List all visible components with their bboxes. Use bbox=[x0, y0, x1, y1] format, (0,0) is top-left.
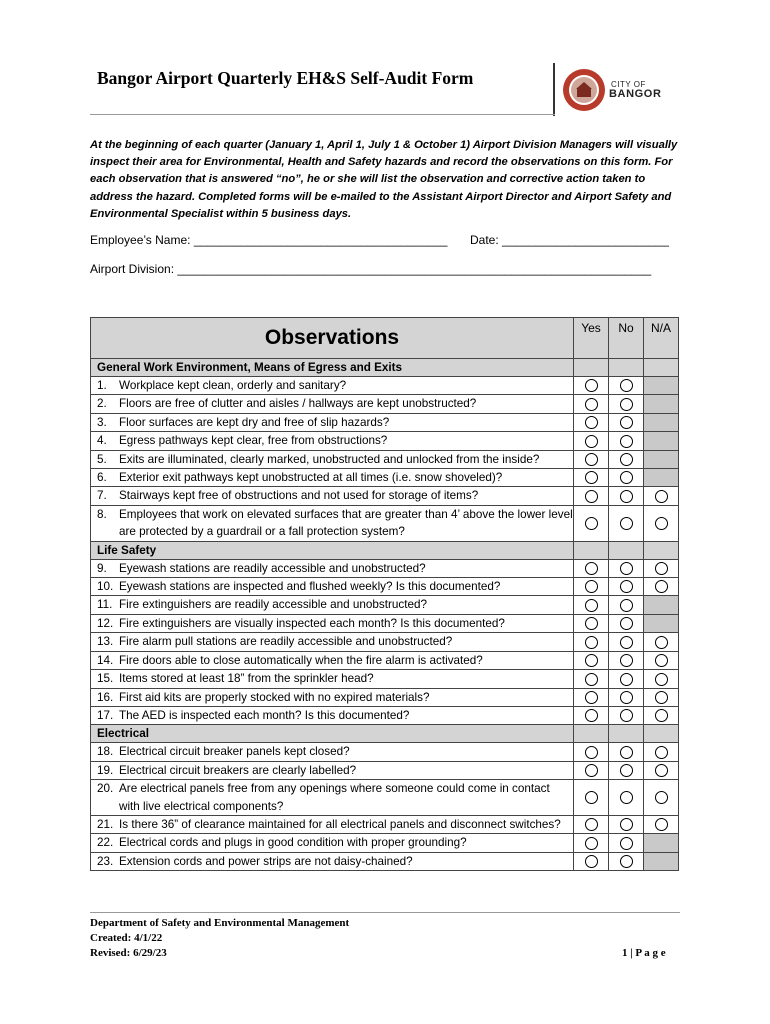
na-cell bbox=[644, 852, 679, 870]
no-radio[interactable] bbox=[620, 599, 633, 612]
question-text: First aid kits are properly stocked with no expired materials? bbox=[119, 690, 430, 704]
section-cell bbox=[609, 359, 644, 377]
no-column-header: No bbox=[609, 318, 644, 359]
yes-radio[interactable] bbox=[585, 580, 598, 593]
na-cell bbox=[644, 706, 679, 724]
yes-radio[interactable] bbox=[585, 490, 598, 503]
na-radio[interactable] bbox=[655, 818, 668, 831]
yes-cell bbox=[574, 633, 609, 651]
question-text: Electrical circuit breaker panels kept closed? bbox=[119, 745, 350, 759]
no-radio[interactable] bbox=[620, 654, 633, 667]
division-field[interactable]: Airport Division: _______________________________________________________________________ bbox=[90, 262, 652, 276]
no-radio[interactable] bbox=[620, 453, 633, 466]
section-row bbox=[91, 541, 679, 559]
na-radio[interactable] bbox=[655, 636, 668, 649]
no-cell bbox=[609, 761, 644, 779]
observation-question bbox=[91, 614, 574, 632]
yes-radio[interactable] bbox=[585, 691, 598, 704]
na-column-header: N/A bbox=[644, 318, 679, 359]
no-radio[interactable] bbox=[620, 435, 633, 448]
form-title: Bangor Airport Quarterly EH&S Self-Audit Form bbox=[97, 68, 474, 88]
question-text: Exterior exit pathways kept unobstructed at all times (i.e. snow shoveled)? bbox=[119, 471, 503, 485]
na-cell bbox=[644, 578, 679, 596]
na-cell bbox=[644, 559, 679, 577]
na-cell bbox=[644, 761, 679, 779]
observation-question bbox=[91, 743, 574, 761]
question-text: Employees that work on elevated surfaces that are greater than 4’ above the lower level are protected by a guardrail or a fall protection system? bbox=[119, 507, 573, 539]
question-number: 18. bbox=[97, 745, 114, 759]
question-number: 3. bbox=[97, 415, 107, 429]
no-radio[interactable] bbox=[620, 490, 633, 503]
no-radio[interactable] bbox=[620, 517, 633, 530]
question-number: 5. bbox=[97, 452, 107, 466]
no-radio[interactable] bbox=[620, 791, 633, 804]
yes-cell bbox=[574, 651, 609, 669]
yes-radio[interactable] bbox=[585, 453, 598, 466]
yes-cell bbox=[574, 377, 609, 395]
na-radio[interactable] bbox=[655, 709, 668, 722]
observation-question bbox=[91, 834, 574, 852]
no-radio[interactable] bbox=[620, 636, 633, 649]
no-radio[interactable] bbox=[620, 691, 633, 704]
question-number: 20. bbox=[97, 782, 114, 796]
question-number: 11. bbox=[97, 598, 113, 612]
na-cell bbox=[644, 688, 679, 706]
no-cell bbox=[609, 651, 644, 669]
observation-question bbox=[91, 469, 574, 487]
yes-cell bbox=[574, 395, 609, 413]
no-radio[interactable] bbox=[620, 617, 633, 630]
table-row bbox=[91, 432, 679, 450]
yes-radio[interactable] bbox=[585, 764, 598, 777]
na-cell bbox=[644, 395, 679, 413]
no-cell bbox=[609, 706, 644, 724]
question-text: Eyewash stations are readily accessible and unobstructed? bbox=[119, 561, 426, 575]
question-text: Electrical circuit breakers are clearly labelled? bbox=[119, 763, 357, 777]
observation-question bbox=[91, 450, 574, 468]
table-row bbox=[91, 578, 679, 596]
observations-table bbox=[90, 317, 679, 871]
table-row bbox=[91, 834, 679, 852]
na-cell bbox=[644, 487, 679, 505]
question-text: The AED is inspected each month? Is this documented? bbox=[119, 708, 410, 722]
no-cell bbox=[609, 505, 644, 541]
observation-question bbox=[91, 651, 574, 669]
no-cell bbox=[609, 743, 644, 761]
yes-radio[interactable] bbox=[585, 416, 598, 429]
question-text: Eyewash stations are inspected and flushed weekly? Is this documented? bbox=[119, 580, 501, 594]
table-row bbox=[91, 670, 679, 688]
table-row bbox=[91, 505, 679, 541]
header-rule bbox=[90, 114, 555, 115]
no-radio[interactable] bbox=[620, 818, 633, 831]
question-number: 6. bbox=[97, 471, 107, 485]
table-row bbox=[91, 413, 679, 431]
question-text: Floors are free of clutter and aisles / hallways are kept unobstructed? bbox=[119, 397, 477, 411]
na-cell bbox=[644, 614, 679, 632]
na-radio[interactable] bbox=[655, 791, 668, 804]
question-number: 17. bbox=[97, 708, 114, 722]
section-cell bbox=[574, 725, 609, 743]
date-field[interactable]: Date: _________________________ bbox=[470, 233, 669, 247]
na-cell bbox=[644, 432, 679, 450]
question-number: 7. bbox=[97, 489, 107, 503]
no-cell bbox=[609, 413, 644, 431]
section-title: General Work Environment, Means of Egress and Exits bbox=[91, 359, 574, 377]
yes-radio[interactable] bbox=[585, 471, 598, 484]
no-radio[interactable] bbox=[620, 580, 633, 593]
question-text: Items stored at least 18” from the sprinkler head? bbox=[119, 672, 374, 686]
no-radio[interactable] bbox=[620, 837, 633, 850]
observation-question bbox=[91, 670, 574, 688]
yes-radio[interactable] bbox=[585, 599, 598, 612]
question-text: Are electrical panels free from any openings where someone could come in contact with live electrical components? bbox=[119, 782, 550, 813]
section-cell bbox=[609, 725, 644, 743]
no-radio[interactable] bbox=[620, 398, 633, 411]
question-number: 2. bbox=[97, 397, 107, 411]
na-cell bbox=[644, 413, 679, 431]
na-cell bbox=[644, 651, 679, 669]
question-number: 8. bbox=[97, 507, 107, 521]
na-radio[interactable] bbox=[655, 764, 668, 777]
na-cell bbox=[644, 450, 679, 468]
no-cell bbox=[609, 780, 644, 816]
question-number: 10. bbox=[97, 580, 114, 594]
no-radio[interactable] bbox=[620, 746, 633, 759]
section-title: Life Safety bbox=[91, 541, 574, 559]
section-cell bbox=[644, 725, 679, 743]
no-cell bbox=[609, 614, 644, 632]
no-cell bbox=[609, 670, 644, 688]
no-cell bbox=[609, 578, 644, 596]
question-number: 15. bbox=[97, 672, 114, 686]
observation-question bbox=[91, 505, 574, 541]
table-row bbox=[91, 395, 679, 413]
yes-cell bbox=[574, 834, 609, 852]
na-radio[interactable] bbox=[655, 673, 668, 686]
yes-cell bbox=[574, 487, 609, 505]
yes-radio[interactable] bbox=[585, 636, 598, 649]
question-text: Egress pathways kept clear, free from obstructions? bbox=[119, 434, 388, 448]
yes-cell bbox=[574, 614, 609, 632]
observation-question bbox=[91, 487, 574, 505]
observation-question bbox=[91, 852, 574, 870]
table-row bbox=[91, 487, 679, 505]
yes-cell bbox=[574, 743, 609, 761]
yes-radio[interactable] bbox=[585, 435, 598, 448]
na-cell bbox=[644, 633, 679, 651]
table-row bbox=[91, 651, 679, 669]
yes-cell bbox=[574, 761, 609, 779]
no-radio[interactable] bbox=[620, 416, 633, 429]
no-cell bbox=[609, 487, 644, 505]
page-number: 1 | P a g e bbox=[622, 947, 666, 959]
na-cell bbox=[644, 596, 679, 614]
no-cell bbox=[609, 395, 644, 413]
yes-radio[interactable] bbox=[585, 517, 598, 530]
no-cell bbox=[609, 596, 644, 614]
question-number: 9. bbox=[97, 561, 107, 575]
yes-radio[interactable] bbox=[585, 818, 598, 831]
footer-created: Created: 4/1/22 bbox=[90, 932, 163, 944]
na-radio[interactable] bbox=[655, 746, 668, 759]
na-radio[interactable] bbox=[655, 562, 668, 575]
footer-revised: Revised: 6/29/23 bbox=[90, 947, 167, 959]
yes-column-header: Yes bbox=[574, 318, 609, 359]
yes-radio[interactable] bbox=[585, 746, 598, 759]
footer-rule bbox=[90, 912, 680, 913]
table-row bbox=[91, 852, 679, 870]
no-radio[interactable] bbox=[620, 673, 633, 686]
section-title: Electrical bbox=[91, 725, 574, 743]
yes-cell bbox=[574, 706, 609, 724]
yes-radio[interactable] bbox=[585, 398, 598, 411]
observation-question bbox=[91, 432, 574, 450]
question-number: 16. bbox=[97, 690, 114, 704]
question-number: 13. bbox=[97, 635, 114, 649]
yes-radio[interactable] bbox=[585, 791, 598, 804]
na-radio[interactable] bbox=[655, 490, 668, 503]
logo-city-of: CITY OF bbox=[611, 80, 646, 89]
question-text: Is there 36” of clearance maintained for all electrical panels and disconnect switches? bbox=[119, 817, 561, 831]
question-text: Extension cords and power strips are not daisy-chained? bbox=[119, 854, 413, 868]
no-radio[interactable] bbox=[620, 379, 633, 392]
observation-question bbox=[91, 395, 574, 413]
question-number: 1. bbox=[97, 379, 107, 392]
observation-question bbox=[91, 413, 574, 431]
observation-question bbox=[91, 559, 574, 577]
table-row bbox=[91, 450, 679, 468]
table-row bbox=[91, 559, 679, 577]
table-row bbox=[91, 743, 679, 761]
question-number: 22. bbox=[97, 836, 114, 850]
no-cell bbox=[609, 688, 644, 706]
table-row bbox=[91, 633, 679, 651]
table-row bbox=[91, 706, 679, 724]
yes-cell bbox=[574, 450, 609, 468]
yes-cell bbox=[574, 505, 609, 541]
no-cell bbox=[609, 852, 644, 870]
na-cell bbox=[644, 377, 679, 395]
no-cell bbox=[609, 377, 644, 395]
table-row bbox=[91, 815, 679, 833]
yes-cell bbox=[574, 670, 609, 688]
observation-question bbox=[91, 633, 574, 651]
logo-bangor: BANGOR bbox=[609, 88, 662, 100]
yes-radio[interactable] bbox=[585, 562, 598, 575]
table-row bbox=[91, 596, 679, 614]
table-row bbox=[91, 761, 679, 779]
na-cell bbox=[644, 834, 679, 852]
yes-cell bbox=[574, 688, 609, 706]
section-row bbox=[91, 359, 679, 377]
question-text: Fire doors able to close automatically when the fire alarm is activated? bbox=[119, 653, 483, 667]
question-number: 14. bbox=[97, 653, 114, 667]
question-text: Exits are illuminated, clearly marked, unobstructed and unlocked from the inside? bbox=[119, 452, 540, 466]
table-row bbox=[91, 469, 679, 487]
employee-name-field[interactable]: Employee’s Name: ______________________________________ bbox=[90, 233, 448, 247]
yes-radio[interactable] bbox=[585, 617, 598, 630]
no-cell bbox=[609, 834, 644, 852]
na-cell bbox=[644, 743, 679, 761]
observation-question bbox=[91, 377, 574, 395]
yes-cell bbox=[574, 413, 609, 431]
section-cell bbox=[644, 541, 679, 559]
yes-cell bbox=[574, 432, 609, 450]
yes-radio[interactable] bbox=[585, 654, 598, 667]
na-radio[interactable] bbox=[655, 517, 668, 530]
observation-question bbox=[91, 780, 574, 816]
na-cell bbox=[644, 780, 679, 816]
na-cell bbox=[644, 505, 679, 541]
yes-radio[interactable] bbox=[585, 379, 598, 392]
question-text: Stairways kept free of obstructions and not used for storage of items? bbox=[119, 489, 479, 503]
question-text: Floor surfaces are kept dry and free of slip hazards? bbox=[119, 415, 390, 429]
intro-text: At the beginning of each quarter (January 1, April 1, July 1 & October 1) Airport Division Managers will visually inspect their area for Environmental, Health and Safety hazards and record the observations on this form. For each observation that is answered “no”, he or she will list the observation and corrective action taken to address the hazard. Completed forms will be e-mailed to the Assistant Airport Director and Airport Safety and Environmental Specialist within 5 business days. bbox=[90, 139, 678, 220]
yes-radio[interactable] bbox=[585, 855, 598, 868]
na-cell bbox=[644, 670, 679, 688]
table-row bbox=[91, 377, 679, 395]
na-radio[interactable] bbox=[655, 580, 668, 593]
no-cell bbox=[609, 559, 644, 577]
section-cell bbox=[574, 541, 609, 559]
no-cell bbox=[609, 633, 644, 651]
yes-cell bbox=[574, 815, 609, 833]
header-divider bbox=[553, 63, 555, 116]
no-radio[interactable] bbox=[620, 471, 633, 484]
no-cell bbox=[609, 432, 644, 450]
yes-radio[interactable] bbox=[585, 709, 598, 722]
question-text: Fire extinguishers are readily accessible and unobstructed? bbox=[119, 598, 427, 612]
question-text: Fire alarm pull stations are readily accessible and unobstructed? bbox=[119, 635, 453, 649]
footer-department: Department of Safety and Environmental Management bbox=[90, 917, 350, 929]
observations-header: Observations bbox=[91, 318, 574, 359]
question-number: 12. bbox=[97, 616, 114, 630]
yes-cell bbox=[574, 596, 609, 614]
yes-cell bbox=[574, 559, 609, 577]
observation-question bbox=[91, 815, 574, 833]
table-row bbox=[91, 614, 679, 632]
yes-cell bbox=[574, 780, 609, 816]
question-number: 21. bbox=[97, 817, 114, 831]
yes-radio[interactable] bbox=[585, 673, 598, 686]
observation-question bbox=[91, 688, 574, 706]
question-number: 4. bbox=[97, 434, 107, 448]
observation-question bbox=[91, 706, 574, 724]
yes-radio[interactable] bbox=[585, 837, 598, 850]
yes-cell bbox=[574, 469, 609, 487]
section-row bbox=[91, 725, 679, 743]
question-text: Fire extinguishers are visually inspected each month? Is this documented? bbox=[119, 616, 505, 630]
no-cell bbox=[609, 815, 644, 833]
no-radio[interactable] bbox=[620, 562, 633, 575]
na-cell bbox=[644, 469, 679, 487]
na-radio[interactable] bbox=[655, 691, 668, 704]
no-cell bbox=[609, 450, 644, 468]
table-row bbox=[91, 780, 679, 816]
question-number: 23. bbox=[97, 854, 114, 868]
city-seal-icon bbox=[562, 68, 606, 112]
na-cell bbox=[644, 815, 679, 833]
no-radio[interactable] bbox=[620, 709, 633, 722]
no-cell bbox=[609, 469, 644, 487]
na-radio[interactable] bbox=[655, 654, 668, 667]
question-text: Electrical cords and plugs in good condition with proper grounding? bbox=[119, 836, 467, 850]
section-cell bbox=[644, 359, 679, 377]
yes-cell bbox=[574, 852, 609, 870]
observation-question bbox=[91, 578, 574, 596]
observation-question bbox=[91, 761, 574, 779]
observation-question bbox=[91, 596, 574, 614]
question-number: 19. bbox=[97, 763, 114, 777]
no-radio[interactable] bbox=[620, 764, 633, 777]
section-cell bbox=[609, 541, 644, 559]
question-text: Workplace kept clean, orderly and sanitary? bbox=[119, 379, 347, 392]
no-radio[interactable] bbox=[620, 855, 633, 868]
yes-cell bbox=[574, 578, 609, 596]
table-row bbox=[91, 688, 679, 706]
section-cell bbox=[574, 359, 609, 377]
